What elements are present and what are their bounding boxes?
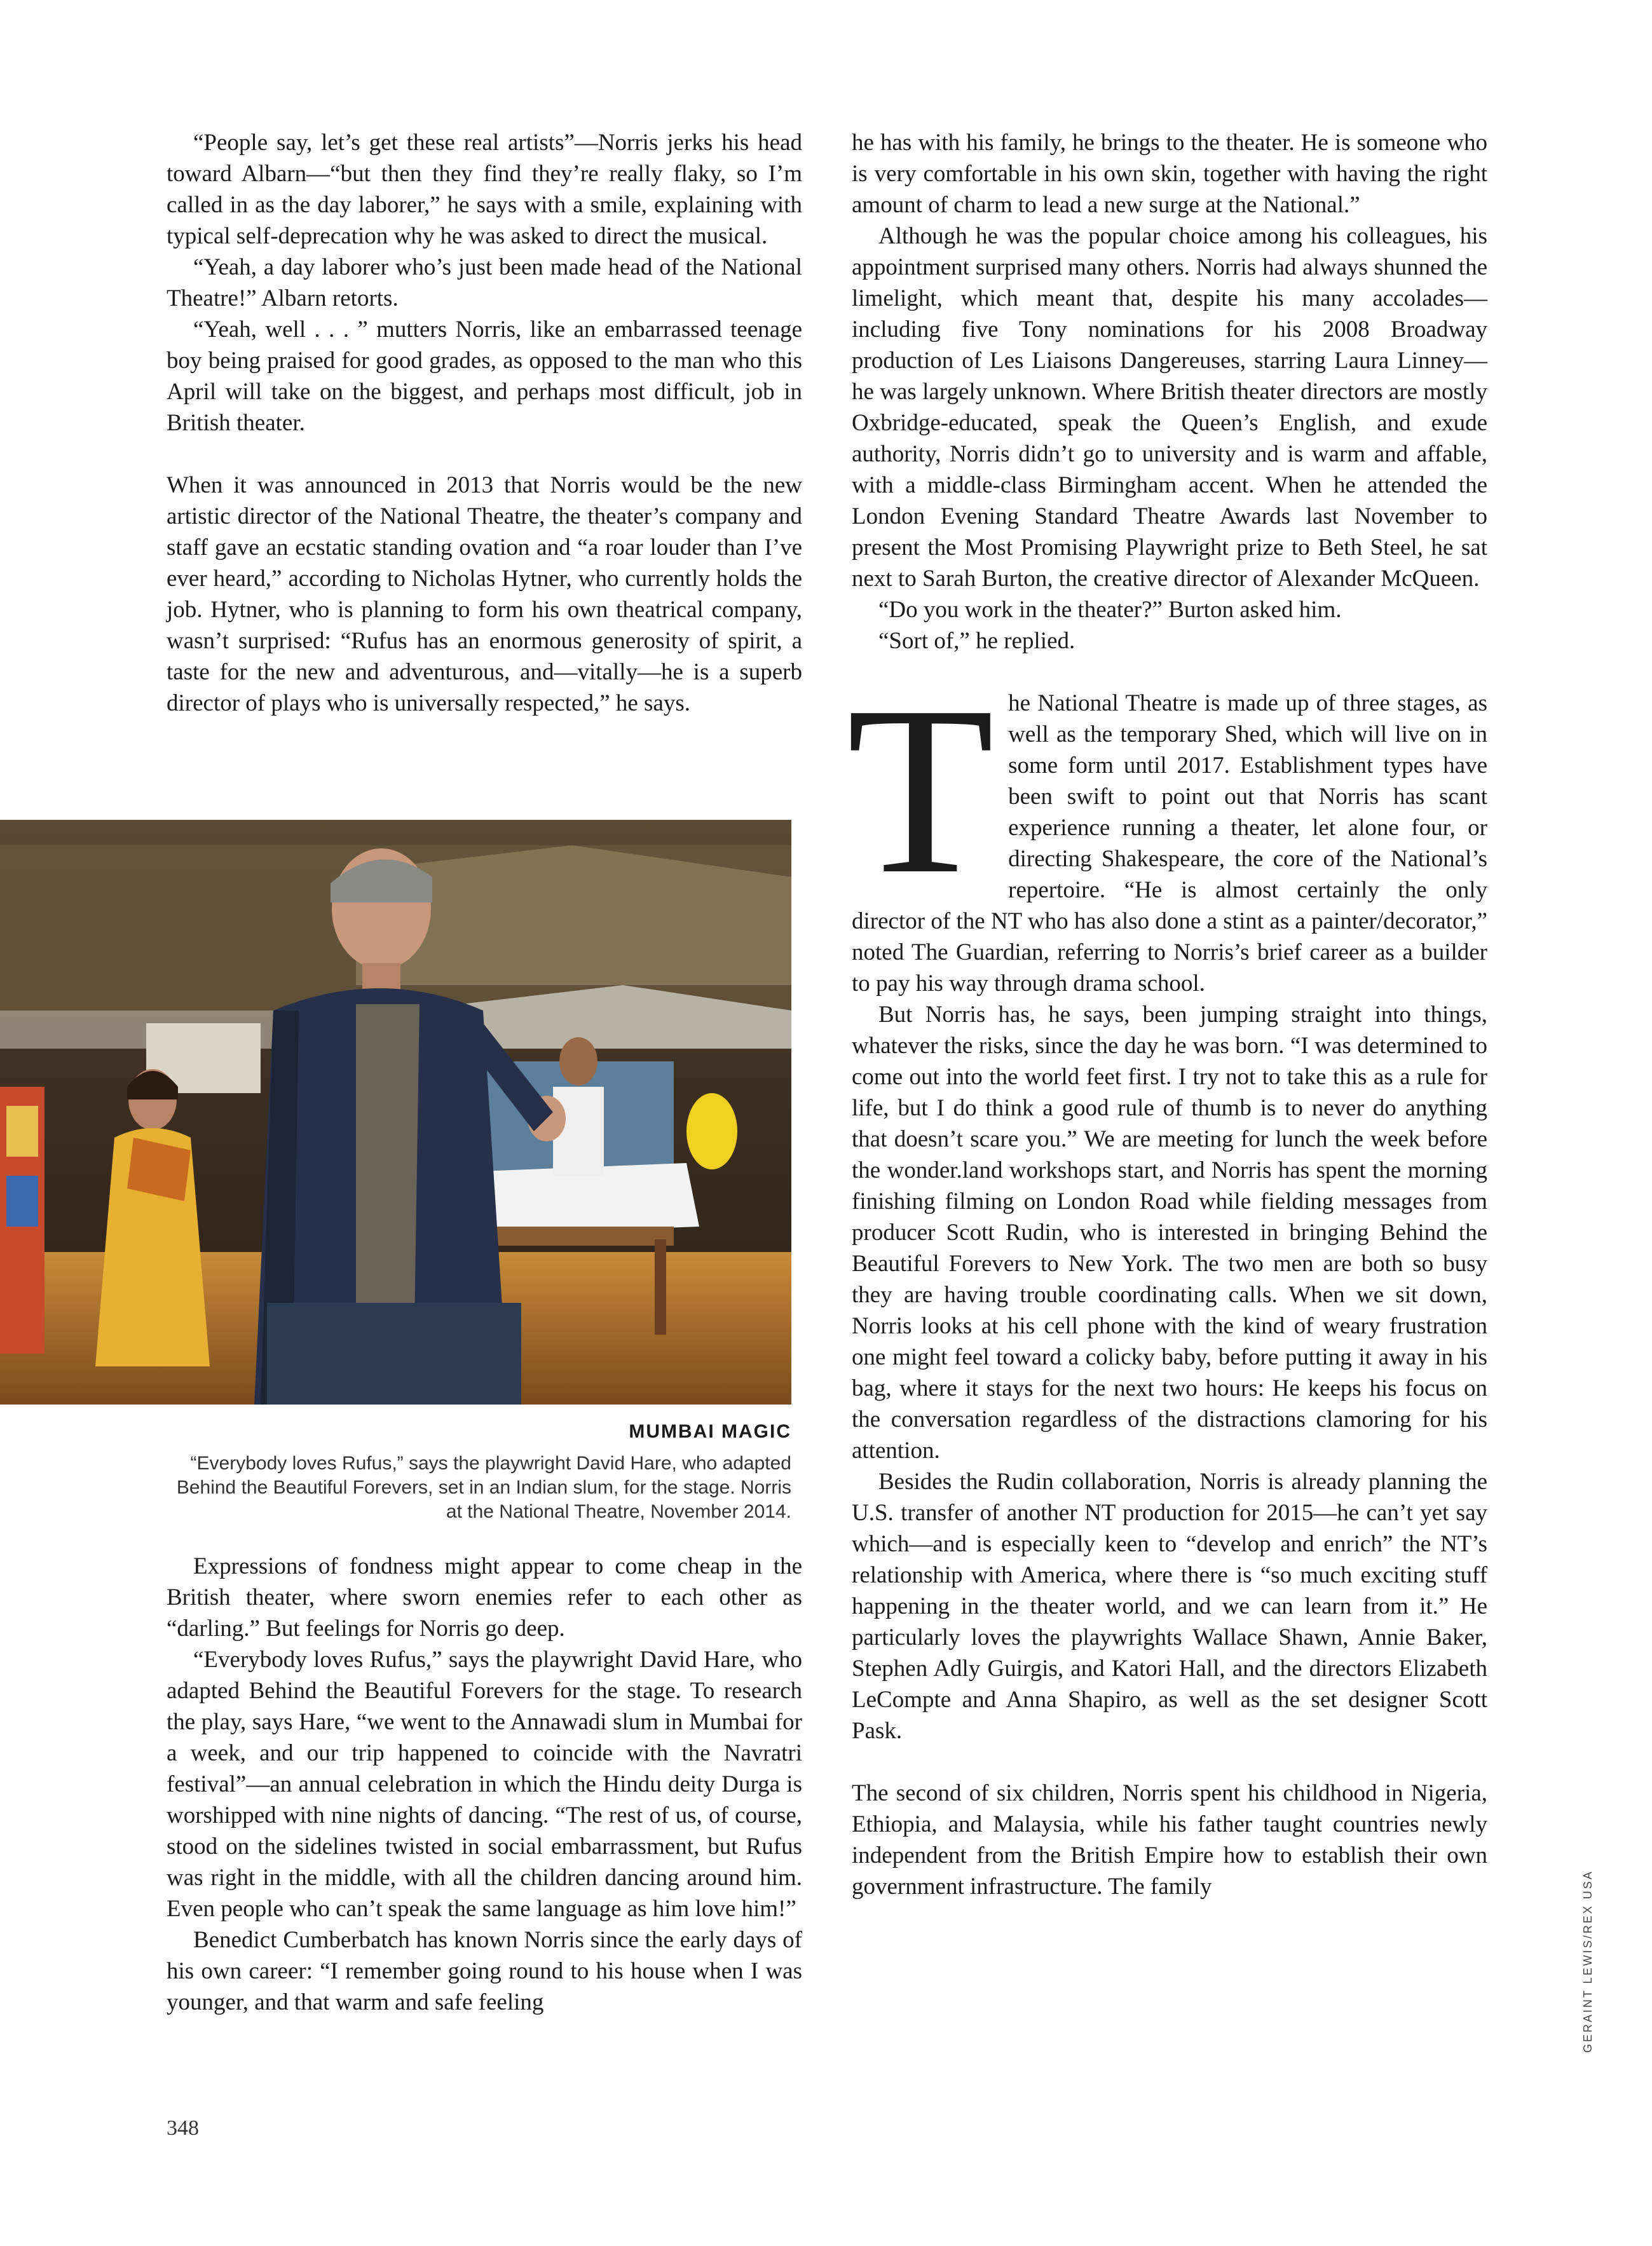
photo-credit: GERAINT LEWIS/REX USA bbox=[1581, 1870, 1594, 2053]
paragraph: Benedict Cumberbatch has known Norris since the early days of his own career: “I remember going round to his house when I was younger, and that warm and safe feeling bbox=[167, 1927, 802, 2015]
left-column bbox=[167, 127, 802, 719]
dropcap-letter: T bbox=[847, 657, 995, 924]
caption-body: “Everybody loves Rufus,” says the playwright David Hare, who adapted Behind the Beautiful Forevers, set in an Indian slum, for the stage. Norris at the National Theatre, November 2014. bbox=[176, 1453, 791, 1522]
stage-scene-illustration bbox=[0, 820, 791, 1405]
paragraph: he has with his family, he brings to the theater. He is someone who is very comfortable in his own skin, together with having the right amount of charm to lead a new surge at the National.” bbox=[852, 130, 1487, 218]
article-photo bbox=[0, 820, 791, 1405]
page-number: 348 bbox=[167, 2116, 199, 2140]
paragraph: When it was announced in 2013 that Norris would be the new artistic director of the National Theatre, the theater’s company and staff gave an ecstatic standing ovation and “a roar louder than I’ve ever heard,” according to Nicholas Hytner, who currently holds the job. Hytner, who is planning to form his own theatrical company, wasn’t surprised: “Rufus has an enormous generosity of spirit, a taste for the new and adventurous, and—vitally—he is a superb director of plays who is universally respected,” he says. bbox=[167, 472, 802, 716]
paragraph: “Everybody loves Rufus,” says the playwright David Hare, who adapted Behind the Beautiful Forevers for the stage. To research the play, says Hare, “we went to the Annawadi slum in Mumbai for a week, and our trip happened to coincide with the Navratri festival”—an annual celebration in which the Hindu deity Durga is worshipped with nine nights of dancing. “The rest of us, of course, stood on the sidelines twisted in social embarrassment, but Rufus was right in the middle, with all the children dancing around him. Even people who can’t speak the same language as him love him!” bbox=[167, 1647, 802, 1922]
paragraph: Besides the Rudin collaboration, Norris is already planning the U.S. transfer of another NT production for 2015—he can’t yet say which—and is especially keen to “develop and enrich” the NT’s relationship with America, where there is “so much exciting stuff happening in the theater world, and we can learn from it.” He particularly loves the playwrights Wallace Shawn, Annie Baker, Stephen Adly Guirgis, and Katori Hall, and the directors Elizabeth LeCompte and Anna Shapiro, as well as the set designer Scott Pask. bbox=[852, 1469, 1487, 1744]
paragraph: he National Theatre is made up of three stages, as well as the temporary Shed, which will live on in some form until 2017. Establishment types have been swift to point out that Norris has scant experience running a theater, let alone four, or directing Shakespeare, the core of the National’s repertoire. “He is almost certainly the only director of the NT who has also done a stint as a painter/decorator,” noted The Guardian, referring to Norris’s brief career as a builder to pay his way through drama school. bbox=[852, 690, 1487, 997]
photo-caption bbox=[167, 1421, 791, 1524]
caption-heading: MUMBAI MAGIC bbox=[629, 1421, 791, 1442]
paragraph: But Norris has, he says, been jumping straight into things, whatever the risks, since the day he was born. “I was determined to come out into the world feet first. I try not to take this as a rule for life, but I do think a good rule of thumb is to never do anything that doesn’t scare you.” We are meeting for lunch the week before the wonder.land workshops start, and Norris has spent the morning finishing filming on London Road while fielding messages from producer Scott Rudin, who is interested in bringing Behind the Beautiful Forevers to New York. The two men are both so busy they are having trouble coordinating calls. When we sit down, Norris looks at his cell phone with the kind of weary frustration one might feel toward a colicky baby, before putting it away in his bag, where it stays for the next two hours: He keeps his focus on the conversation regardless of the distractions clamoring for his attention. bbox=[852, 1002, 1487, 1464]
paragraph: Although he was the popular choice among his colleagues, his appointment surprised many others. Norris had always shunned the limelight, which meant that, despite his many accolades—including five Tony nominations for his 2008 Broadway production of Les Liaisons Dangereuses, starring Laura Linney—he was largely unknown. Where British theater directors are mostly Oxbridge-educated, speak the Queen’s English, and exude authority, Norris didn’t go to university and is warm and affable, with a middle-class Birmingham accent. When he attended the London Evening Standard Theatre Awards last November to present the Most Promising Playwright prize to Beth Steel, he sat next to Sarah Burton, the creative director of Alexander McQueen. bbox=[852, 223, 1487, 592]
paragraph: Expressions of fondness might appear to come cheap in the British theater, where sworn enemies refer to each other as “darling.” But feelings for Norris go deep. bbox=[167, 1553, 802, 1642]
paragraph: “Yeah, a day laborer who’s just been made head of the National Theatre!” Albarn retorts. bbox=[167, 254, 802, 311]
paragraph: “Do you work in the theater?” Burton asked him. bbox=[878, 597, 1342, 623]
paragraph: “Yeah, well . . . ” mutters Norris, like an embarrassed teenage boy being praised for good grades, as opposed to the man who this April will take on the biggest, and perhaps most difficult, job in British theater. bbox=[167, 316, 802, 436]
paragraph: “People say, let’s get these real artists”—Norris jerks his head toward Albarn—“but then they find they’re really flaky, so I’m called in as the day laborer,” he says with a smile, explaining with typical self-deprecation why he was asked to direct the musical. bbox=[167, 130, 802, 249]
left-column-lower bbox=[167, 1551, 802, 2018]
right-column bbox=[847, 127, 1487, 1902]
paragraph: “Sort of,” he replied. bbox=[878, 628, 1075, 654]
paragraph: The second of six children, Norris spent his childhood in Nigeria, Ethiopia, and Malaysia, while his father taught countries newly independent from the British Empire how to establish their own government infrastructure. The family bbox=[852, 1780, 1487, 1900]
dropcap-section bbox=[847, 657, 1487, 999]
